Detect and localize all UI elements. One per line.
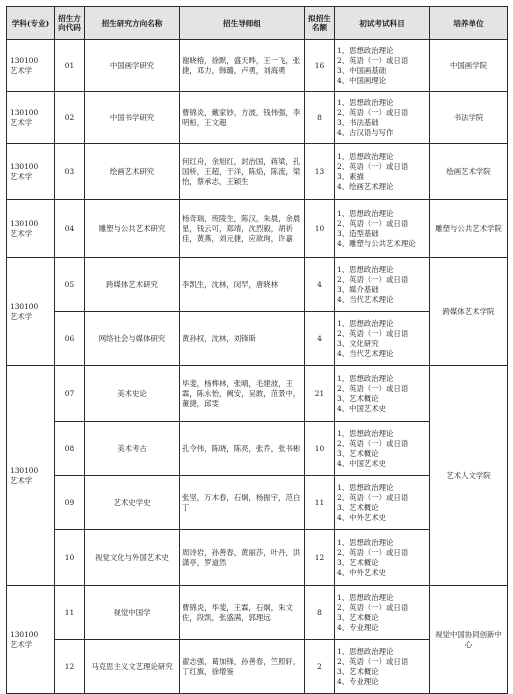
exam-item: 1、思想政治理论 <box>337 45 394 55</box>
table-body <box>7 40 508 694</box>
exam-item: 2、英语（一）或日语 <box>337 656 409 666</box>
exam-item: 2、英语（一）或日语 <box>337 602 409 612</box>
exam-item: 3、造型基础 <box>337 228 379 238</box>
exam-item: 3、艺术概论 <box>337 448 379 458</box>
exam-subjects <box>335 422 430 476</box>
mentor-group: 李凯生，沈林，闵罕，唐晓林 <box>180 258 305 312</box>
exam-subjects <box>335 312 430 366</box>
exam-item: 4、古汉语与写作 <box>337 127 394 137</box>
subject-cell <box>7 92 55 144</box>
training-unit: 跨媒体艺术学院 <box>430 258 508 366</box>
exam-item: 2、英语（一）或日语 <box>337 107 409 117</box>
direction-code: 02 <box>55 92 85 144</box>
training-unit: 绘画艺术学院 <box>430 144 508 200</box>
exam-item: 1、思想政治理论 <box>337 208 394 218</box>
table-row <box>7 144 508 200</box>
table-header-row <box>7 7 508 40</box>
header-direction-code: 招生方向代码 <box>55 7 85 40</box>
exam-subjects <box>335 586 430 640</box>
quota: 13 <box>305 144 335 200</box>
exam-item: 4、中外艺术史 <box>337 567 387 577</box>
exam-subjects <box>335 640 430 694</box>
training-unit: 雕塑与公共艺术学院 <box>430 200 508 258</box>
quota: 10 <box>305 422 335 476</box>
exam-item: 1、思想政治理论 <box>337 151 394 161</box>
mentor-group: 孔令伟，陈晓，陈亮，张乔，张书彬 <box>180 422 305 476</box>
direction-name: 美术史论 <box>85 366 180 422</box>
quota: 16 <box>305 40 335 92</box>
subject-cell <box>7 40 55 92</box>
quota: 10 <box>305 200 335 258</box>
exam-item: 3、艺术概论 <box>337 666 379 676</box>
table-row <box>7 258 508 312</box>
header-quota: 拟招生名额 <box>305 7 335 40</box>
subject-cell <box>7 144 55 200</box>
table-row <box>7 586 508 640</box>
exam-item: 1、思想政治理论 <box>337 537 394 547</box>
direction-code: 01 <box>55 40 85 92</box>
exam-item: 1、思想政治理论 <box>337 592 394 602</box>
exam-item: 3、文化研究 <box>337 338 379 348</box>
mentor-group: 张坚，万木春，石炯，杨振宇，范白丁 <box>180 476 305 530</box>
direction-code: 10 <box>55 530 85 586</box>
table-row <box>7 92 508 144</box>
admissions-table <box>6 6 508 694</box>
direction-code: 04 <box>55 200 85 258</box>
subject-code: 130100 <box>10 629 39 639</box>
direction-code: 08 <box>55 422 85 476</box>
table-row <box>7 366 508 422</box>
exam-item: 3、艺术概论 <box>337 612 379 622</box>
quota: 12 <box>305 530 335 586</box>
exam-subjects <box>335 258 430 312</box>
exam-item: 2、英语（一）或日语 <box>337 492 409 502</box>
direction-name: 绘画艺术研究 <box>85 144 180 200</box>
training-unit: 艺术人文学院 <box>430 366 508 586</box>
training-unit: 中国画学院 <box>430 40 508 92</box>
mentor-group: 周诗岩，孙善春，黄丽莎，叶丹，洪潇亭，罗道然 <box>180 530 305 586</box>
direction-name: 中国画学研究 <box>85 40 180 92</box>
exam-subjects <box>335 92 430 144</box>
mentor-group: 曹锦炎，戴家妙，方波，钱伟强，李明桓，王文超 <box>180 92 305 144</box>
subject-name: 艺术学 <box>10 117 33 127</box>
subject-code: 130100 <box>10 465 39 475</box>
direction-name: 跨媒体艺术研究 <box>85 258 180 312</box>
exam-subjects <box>335 40 430 92</box>
exam-item: 3、艺术概论 <box>337 502 379 512</box>
mentor-group: 毕斐，杨桦林，张晴，毛建波，王霖，陈永怡，阙安，吴敢，范景中，董捷，邱雯 <box>180 366 305 422</box>
header-training-unit: 培养单位 <box>430 7 508 40</box>
subject-name: 艺术学 <box>10 475 33 485</box>
exam-item: 2、英语（一）或日语 <box>337 438 409 448</box>
direction-name: 美术考古 <box>85 422 180 476</box>
exam-item: 4、绘画艺术理论 <box>337 181 394 191</box>
direction-name: 视觉文化与外国艺术史 <box>85 530 180 586</box>
exam-item: 3、艺术概论 <box>337 557 379 567</box>
subject-cell <box>7 586 55 694</box>
table-row <box>7 40 508 92</box>
direction-name: 中国书学研究 <box>85 92 180 144</box>
table-row <box>7 200 508 258</box>
exam-item: 4、雕塑与公共艺术理论 <box>337 238 416 248</box>
mentor-group: 杨奇瑞，班陵生，陈汉，朱晨，余晨星，钱云可，郑靖，沈烈毅，胡祈佳，黄燕，刘元捷，应歆珣，许嘉 <box>180 200 305 258</box>
exam-item: 1、思想政治理论 <box>337 264 394 274</box>
header-subject: 学科(专业) <box>7 7 55 40</box>
exam-item: 4、当代艺术理论 <box>337 294 394 304</box>
exam-item: 4、中国艺术史 <box>337 403 387 413</box>
direction-code: 03 <box>55 144 85 200</box>
exam-item: 2、英语（一）或日语 <box>337 383 409 393</box>
subject-name: 艺术学 <box>10 171 33 181</box>
subject-code: 130100 <box>10 218 39 228</box>
subject-name: 艺术学 <box>10 639 33 649</box>
quota: 8 <box>305 586 335 640</box>
direction-code: 12 <box>55 640 85 694</box>
exam-item: 1、思想政治理论 <box>337 373 394 383</box>
exam-item: 4、中外艺术史 <box>337 512 387 522</box>
subject-code: 130100 <box>10 301 39 311</box>
subject-name: 艺术学 <box>10 228 33 238</box>
mentor-group: 谢晓榕，徐默，盛天晔，王一飞，张捷，邓力，韩璐，卢勇，刘海勇 <box>180 40 305 92</box>
direction-code: 09 <box>55 476 85 530</box>
exam-item: 3、素描 <box>337 171 364 181</box>
training-unit: 书法学院 <box>430 92 508 144</box>
quota: 4 <box>305 258 335 312</box>
mentor-group: 曹锦炎，毕斐，王霖，石炯，朱文佐，段凯，张盛满，郭理远 <box>180 586 305 640</box>
header-exam-subjects: 初试考试科目 <box>335 7 430 40</box>
exam-item: 1、思想政治理论 <box>337 428 394 438</box>
subject-code: 130100 <box>10 161 39 171</box>
direction-name: 马克思主义文艺理论研究 <box>85 640 180 694</box>
exam-item: 2、英语（一）或日语 <box>337 328 409 338</box>
mentor-group: 翟志强，葛加锋，孙善春，竺照轩，丁红旗，徐增鉴 <box>180 640 305 694</box>
exam-item: 2、英语（一）或日语 <box>337 547 409 557</box>
mentor-group: 黄孙权，沈林，刘锋斯 <box>180 312 305 366</box>
direction-code: 07 <box>55 366 85 422</box>
subject-code: 130100 <box>10 55 39 65</box>
exam-subjects <box>335 476 430 530</box>
quota: 8 <box>305 92 335 144</box>
header-direction-name: 招生研究方向名称 <box>85 7 180 40</box>
exam-item: 1、思想政治理论 <box>337 97 394 107</box>
subject-cell <box>7 200 55 258</box>
direction-code: 11 <box>55 586 85 640</box>
exam-item: 1、思想政治理论 <box>337 482 394 492</box>
exam-item: 4、中国艺术史 <box>337 458 387 468</box>
exam-item: 2、英语（一）或日语 <box>337 161 409 171</box>
direction-name: 视觉中国学 <box>85 586 180 640</box>
exam-item: 4、中国画理论 <box>337 75 387 85</box>
direction-code: 06 <box>55 312 85 366</box>
exam-subjects <box>335 144 430 200</box>
mentor-group: 何红舟，余旭红，封治国，蒋梁，孔国桥，王超，于洋，陈焰，陈流，梁怡，蔡承志，王颖生 <box>180 144 305 200</box>
quota: 11 <box>305 476 335 530</box>
exam-item: 2、英语（一）或日语 <box>337 218 409 228</box>
subject-cell <box>7 366 55 586</box>
quota: 4 <box>305 312 335 366</box>
header-mentor-group: 招生导师组 <box>180 7 305 40</box>
admissions-table-wrapper <box>6 6 507 694</box>
exam-item: 1、思想政治理论 <box>337 318 394 328</box>
exam-subjects <box>335 530 430 586</box>
exam-item: 3、书法基础 <box>337 117 379 127</box>
exam-item: 3、媒介基础 <box>337 284 379 294</box>
exam-item: 3、艺术概论 <box>337 393 379 403</box>
direction-name: 艺术史学史 <box>85 476 180 530</box>
direction-name: 雕塑与公共艺术研究 <box>85 200 180 258</box>
subject-name: 艺术学 <box>10 65 33 75</box>
subject-cell <box>7 258 55 366</box>
exam-item: 4、专业理论 <box>337 622 379 632</box>
subject-code: 130100 <box>10 107 39 117</box>
training-unit: 视觉中国协同创新中心 <box>430 586 508 694</box>
exam-item: 4、专业理论 <box>337 676 379 686</box>
direction-name: 网络社会与媒体研究 <box>85 312 180 366</box>
direction-code: 05 <box>55 258 85 312</box>
exam-item: 4、当代艺术理论 <box>337 348 394 358</box>
quota: 2 <box>305 640 335 694</box>
subject-name: 艺术学 <box>10 311 33 321</box>
exam-item: 3、中国画基础 <box>337 65 387 75</box>
exam-item: 2、英语（一）或日语 <box>337 274 409 284</box>
exam-subjects <box>335 366 430 422</box>
exam-item: 1、思想政治理论 <box>337 646 394 656</box>
quota: 21 <box>305 366 335 422</box>
exam-subjects <box>335 200 430 258</box>
exam-item: 2、英语（一）或日语 <box>337 55 409 65</box>
